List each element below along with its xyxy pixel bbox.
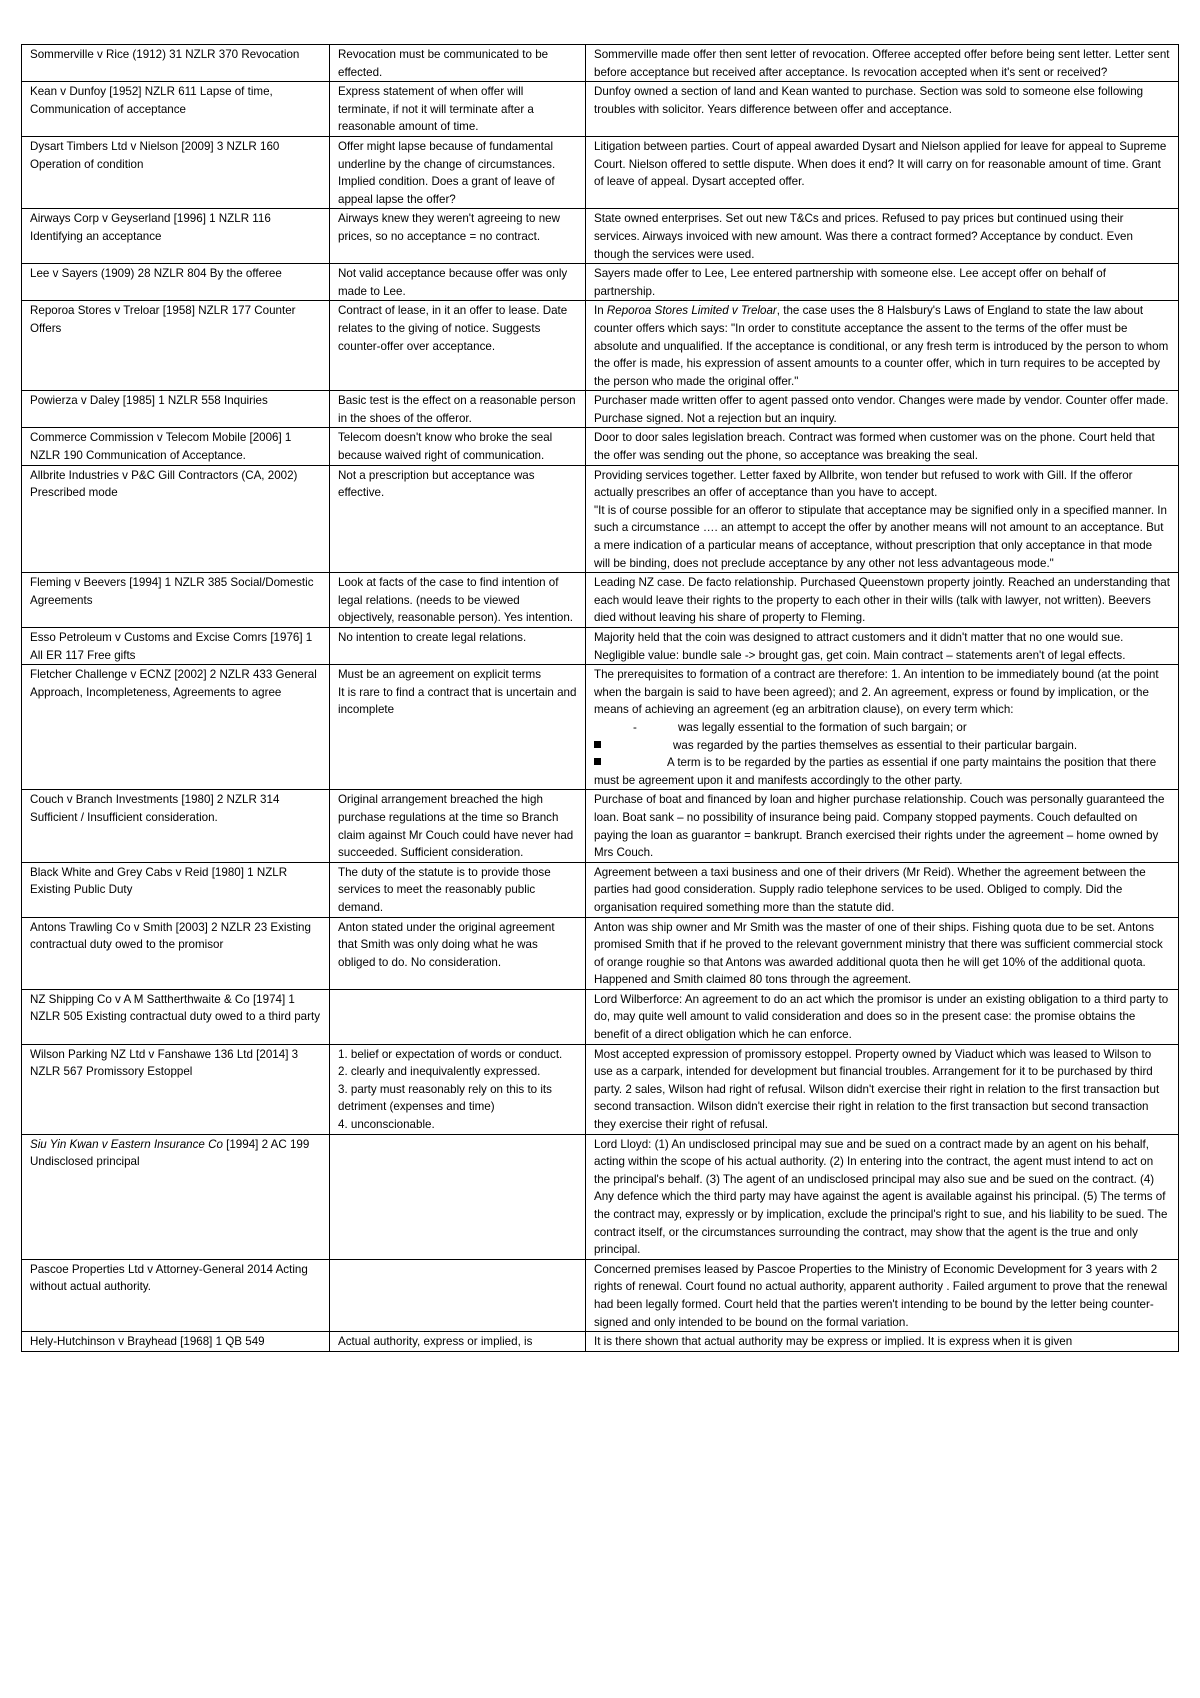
principle-text: Express statement of when offer will terminate, if not it will terminate after a reasonable amount of time. [338, 85, 534, 134]
case-cell [22, 465, 330, 573]
case-line: Fleming v Beevers [1994] 1 NZLR 385 Social/Domestic Agreements [30, 576, 314, 607]
case-cell [22, 790, 330, 862]
principle-cell [330, 862, 586, 917]
principle-text: Original arrangement breached the high purchase regulations at the time so Branch claim against Mr Couch could have never had succeeded. Sufficient consideration. [338, 793, 574, 860]
table-row [22, 1134, 1179, 1259]
facts-cell [586, 301, 1179, 391]
principle-text: Contract of lease, in it an offer to lease. Date relates to the giving of notice. Suggests counter-offer over acceptance. [338, 304, 568, 353]
principle-cell [330, 790, 586, 862]
list-item-text: A term is to be regarded by the parties as essential if one party maintains the position that there must be agreement upon it and manifests accordingly to the other party. [594, 756, 1157, 787]
case-line: Acting without actual authority. [30, 1262, 308, 1294]
case-cell [22, 573, 330, 628]
bullet-list-item [594, 737, 1170, 755]
principle-cell [330, 989, 586, 1044]
case-line: Black White and Grey Cabs v Reid [1980] 1 NZLR Existing Public Duty [30, 865, 288, 897]
facts-text: Dunfoy owned a section of land and Kean wanted to purchase. Section was sold to someone else following troubles with solicitor. Years difference between offer and acceptance. [594, 85, 1144, 116]
case-line: Allbrite Industries v P&C Gill Contractors (CA, 2002) Prescribed mode [30, 468, 298, 500]
principle-text: 4. unconscionable. [338, 1118, 435, 1132]
square-bullet-icon [594, 758, 601, 765]
principle-text: No intention to create legal relations. [338, 631, 527, 644]
case-line: Wilson Parking NZ Ltd v Fanshawe 136 Ltd [2014] 3 NZLR 567 Promissory Estoppel [30, 1047, 299, 1079]
case-cell [22, 917, 330, 989]
principle-text: Anton stated under the original agreement that Smith was only doing what he was obliged to do. No consideration. [338, 920, 555, 969]
dash-list-item [594, 719, 1170, 737]
case-line: Antons Trawling Co v Smith [2003] 2 NZLR 23 Existing contractual duty owed to the promisor [30, 920, 311, 952]
facts-cell [586, 264, 1179, 301]
table-row [22, 862, 1179, 917]
principle-cell [330, 1044, 586, 1134]
case-line: Revocation [241, 48, 300, 61]
facts-text: Litigation between parties. Court of appeal awarded Dysart and Nielson applied for leave for appeal to Supreme Court. Nielson offered to settle dispute. When does it end? It will carry on for reasonable amount of time. Grant of leave of appeal. Dysart accepted offer. [594, 139, 1167, 189]
facts-text: Providing services together. Letter faxed by Allbrite, won tender but refused to work with Gill. If the offeror actually prescribes an offer of acceptance than you have to accept. [594, 468, 1133, 500]
case-line: Reporoa Stores v Treloar [1958] NZLR 177 Counter Offers [30, 304, 296, 335]
case-line: Sommerville v Rice (1912) 31 NZLR 370 [30, 48, 239, 61]
table-row [22, 917, 1179, 989]
table-row [22, 82, 1179, 137]
facts-text: It is there shown that actual authority may be express or implied. It is express when it is given [594, 1335, 1073, 1349]
principle-cell [330, 628, 586, 665]
case-line: NZ Shipping Co v A M Sattherthwaite & Co [1974] 1 NZLR 505 Existing contractual duty owed to a third party [30, 992, 320, 1024]
principle-text: 3. party must reasonably rely on this to its detriment (expenses and time) [338, 1082, 552, 1114]
facts-cell [586, 573, 1179, 628]
principle-text: 2. clearly and inequivalently expressed. [338, 1065, 541, 1079]
facts-cell [586, 45, 1179, 82]
principle-text: Airways knew they weren't agreeing to new prices, so no acceptance = no contract. [338, 212, 560, 243]
principle-cell [330, 301, 586, 391]
table-row [22, 628, 1179, 665]
facts-text: Concerned premises leased by Pascoe Properties to the Ministry of Economic Development for 3 years with 2 rights of renewal. Court found no actual authority, apparent authority . Failed argument to prove that the renewal had been legally formed. Court held that the parties weren't intending to be bound by the letter being counter-signed and only intended to be bound on the formal variation. [594, 1262, 1168, 1329]
case-cell [22, 82, 330, 137]
case-name-italic: Siu Yin Kwan v Eastern Insurance Co [30, 1137, 223, 1151]
principle-cell [330, 1259, 586, 1331]
case-line: Lee v Sayers (1909) 28 NZLR 804 By the offeree [30, 267, 282, 281]
case-line: Hely-Hutchinson v Brayhead [1968] 1 QB 549 [30, 1335, 265, 1349]
table-row [22, 573, 1179, 628]
principle-cell [330, 1134, 586, 1259]
table-row [22, 665, 1179, 790]
case-line: Esso Petroleum v Customs and Excise Comrs [1976] 1 All ER 117 Free gifts [30, 631, 313, 662]
facts-cell [586, 665, 1179, 790]
principle-text: Basic test is the effect on a reasonable person in the shoes of the offeror. [338, 394, 576, 425]
facts-cell [586, 136, 1179, 208]
facts-text: Sommerville made offer then sent letter of revocation. Offeree accepted offer before being sent letter. Letter sent before acceptance but received after acceptance. Is revocation accepted when it's sent or received? [594, 48, 1170, 79]
case-cell [22, 665, 330, 790]
case-cell [22, 136, 330, 208]
principle-text: Telecom doesn't know who broke the seal because waived right of communication. [338, 431, 553, 463]
facts-text: Lord Lloyd: (1) An undisclosed principal may sue and be sued on a contract made by an agent on his behalf, acting within the scope of his actual authority. (2) In entering into the contract, the agent must intend to act on the principal's behalf. (3) The agent of an undisclosed principal may also sue and be sued on the contract. (4) Any defence which the third party may have against the agent is available against his principal. (5) The terms of the contract may, expressly or by implication, exclude the principal's right to sue, and his liability to be sued. The contract itself, or the circumstances surrounding the contract, may show that the agent is the true and only principal. [594, 1137, 1168, 1257]
case-cell [22, 45, 330, 82]
table-row [22, 790, 1179, 862]
case-line: Kean v Dunfoy [1952] NZLR 611 Lapse of time, Communication of acceptance [30, 85, 273, 116]
square-bullet-icon [594, 741, 601, 748]
case-table [21, 44, 1179, 1352]
facts-text: Lord Wilberforce: An agreement to do an act which the promisor is under an existing obligation to a third party to do, may quite well amount to valid consideration and does so in the present case: the promise obtains the benefit of a direct obligation which he can enforce. [594, 992, 1169, 1042]
facts-text: Majority held that the coin was designed to attract customers and it didn't matter that no one would sue. Negligible value: bundle sale -> brought gas, get coin. Main contract – statements aren't of legal effects. [594, 631, 1126, 662]
case-cell [22, 628, 330, 665]
dash-marker: - [633, 720, 637, 734]
facts-cell [586, 1134, 1179, 1259]
principle-text: The duty of the statute is to provide those services to meet the reasonably public demand. [338, 865, 551, 914]
principle-text: Offer might lapse because of fundamental underline by the change of circumstances. Implied condition. Does a grant of leave of appeal lapse the offer? [338, 139, 556, 206]
principle-cell [330, 264, 586, 301]
principle-cell [330, 391, 586, 428]
case-cell [22, 989, 330, 1044]
principle-text: Revocation must be communicated to be effected. [338, 48, 549, 79]
principle-cell [330, 209, 586, 264]
principle-text: Not a prescription but acceptance was effective. [338, 468, 535, 500]
table-row [22, 209, 1179, 264]
facts-cell [586, 862, 1179, 917]
list-item-text: was regarded by the parties themselves as essential to their particular bargain. [673, 738, 1078, 752]
case-line: Powierza v Daley [1985] 1 NZLR 558 Inquiries [30, 394, 268, 408]
case-line: Dysart Timbers Ltd v Nielson [2009] 3 NZLR 160 Operation of condition [30, 139, 280, 171]
bullet-list-item [594, 754, 1170, 789]
principle-cell [330, 1332, 586, 1352]
facts-cell [586, 628, 1179, 665]
case-cell [22, 428, 330, 465]
facts-cell [586, 391, 1179, 428]
table-row [22, 1332, 1179, 1352]
principle-cell [330, 82, 586, 137]
case-cell [22, 301, 330, 391]
table-row [22, 1259, 1179, 1331]
principle-text: Look at facts of the case to find intention of legal relations. (needs to be viewed objectively, reasonable person). Yes intention. [338, 576, 574, 625]
facts-text: State owned enterprises. Set out new T&Cs and prices. Refused to pay prices but continued using their services. Airways invoiced with new amount. Was there a contract formed? Acceptance by conduct. Even though the services were used. [594, 212, 1133, 261]
facts-cell [586, 790, 1179, 862]
case-cell [22, 1259, 330, 1331]
case-line: Airways Corp v Geyserland [1996] 1 NZLR 116 Identifying an acceptance [30, 212, 271, 243]
principle-text: Not valid acceptance because offer was only made to Lee. [338, 267, 568, 298]
facts-text-post: , the case uses the 8 Halsbury's Laws of England to state the law about counter offers which says: "In order to constitute acceptance the assent to the terms of the offer must be absolute and unqualified. If the acceptance is conditional, or any fresh term is introduced by the person to whom the offer is made, his expression of assent amounts to a counter offer, which in turn requires to be accepted by the person who made the original offer." [594, 304, 1169, 388]
case-cell [22, 862, 330, 917]
case-line: Fletcher Challenge v ECNZ [2002] 2 NZLR 433 General Approach, Incompleteness, Agreements to agree [30, 668, 317, 699]
principle-cell [330, 665, 586, 790]
facts-quote: "It is of course possible for an offeror to stipulate that acceptance may be signified only in a specified manner. In such a circumstance …. an attempt to accept the offer by another means will not amount to an acceptance. But a mere indication of a particular means of acceptance, without prescription that only acceptance in that mode will be binding, does not preclude acceptance by any other not less advantageous mode." [594, 503, 1167, 570]
facts-cell [586, 1332, 1179, 1352]
facts-text: Purchaser made written offer to agent passed onto vendor. Changes were made by vendor. Counter offer made. Purchase signed. Not a rejection but an inquiry. [594, 394, 1169, 425]
facts-cell [586, 989, 1179, 1044]
facts-text: Anton was ship owner and Mr Smith was the master of one of their ships. Fishing quota due to be set. Antons promised Smith that if he proved to the relevant government ministry that there was sufficient commercial stock of orange roughie so that Antons was awarded additional quota then he will get 10% of the additional quota. Happened and Smith claimed 80 tons through the agreement. [594, 920, 1163, 987]
principle-text: Must be an agreement on explicit terms [338, 668, 541, 682]
principle-cell [330, 917, 586, 989]
principle-cell [330, 465, 586, 573]
table-row [22, 1044, 1179, 1134]
facts-cell [586, 82, 1179, 137]
case-cell [22, 391, 330, 428]
table-row [22, 465, 1179, 573]
case-name-italic: Reporoa Stores Limited v Treloar [606, 304, 777, 318]
case-cell [22, 1044, 330, 1134]
facts-text-pre: In [594, 304, 607, 318]
table-row [22, 264, 1179, 301]
case-line: Commerce Commission v Telecom Mobile [2006] 1 NZLR 190 Communication of Acceptance. [30, 431, 292, 463]
facts-text: Door to door sales legislation breach. Contract was formed when customer was on the phone. Court held that the offer was sending out the phone, so acceptance was breaking the seal. [594, 431, 1155, 463]
facts-cell [586, 465, 1179, 573]
table-row [22, 301, 1179, 391]
facts-cell [586, 1044, 1179, 1134]
table-row [22, 989, 1179, 1044]
case-cell [22, 264, 330, 301]
facts-text: Leading NZ case. De facto relationship. Purchased Queenstown property jointly. Reached an understanding that each would leave their rights to the property to each other in their wills (talk with lawyer, not written). Beevers died without leaving his share of property to Fleming. [594, 576, 1170, 625]
table-row [22, 428, 1179, 465]
case-line: Pascoe Properties Ltd v Attorney-General 2014 [30, 1262, 273, 1276]
facts-cell [586, 917, 1179, 989]
case-citation: [1994] 2 AC 199 Undisclosed principal [30, 1137, 310, 1169]
facts-text: Purchase of boat and financed by loan and higher purchase relationship. Couch was personally guaranteed the loan. Boat sank – no possibility of insurance being paid. Company stopped payments. Couch defaulted on paying the loan as guarantor = bankrupt. Branch exercised their rights under the agreement – home owned by Mrs Couch. [594, 793, 1165, 860]
principle-cell [330, 573, 586, 628]
facts-text: Sayers made offer to Lee, Lee entered partnership with someone else. Lee accept offer on behalf of partnership. [594, 267, 1106, 298]
facts-text: Agreement between a taxi business and one of their drivers (Mr Reid). Whether the agreement between the parties had good consideration. Supply radio telephone services to be used. Obliged to comply. Did the organisation required something more than the statute did. [594, 865, 1146, 914]
table-row [22, 45, 1179, 82]
list-item-text: was legally essential to the formation of such bargain; or [678, 720, 967, 734]
facts-cell [586, 209, 1179, 264]
principle-cell [330, 136, 586, 208]
case-line: Couch v Branch Investments [1980] 2 NZLR 314 Sufficient / Insufficient consideration. [30, 793, 280, 824]
table-row [22, 136, 1179, 208]
principle-text: It is rare to find a contract that is uncertain and incomplete [338, 685, 577, 717]
principle-text: Actual authority, express or implied, is [338, 1335, 533, 1349]
facts-text: Most accepted expression of promissory estoppel. Property owned by Viaduct which was leased to Wilson to use as a carpark, intended for development but financial troubles. Arrangement for it to be purchased by third party. 2 sales, Wilson had right of refusal. Wilson didn't exercise their right in relation to the first transaction but second transaction. Wilson didn't exercise their right in relation to the first transaction but second transaction they exercise their right of refusal. [594, 1047, 1160, 1132]
case-cell [22, 1332, 330, 1352]
principle-cell [330, 428, 586, 465]
case-cell [22, 209, 330, 264]
case-cell [22, 1134, 330, 1259]
facts-text: The prerequisites to formation of a contract are therefore: 1. An intention to be immediately bound (at the point when the bargain is said to have been agreed); and 2. An agreement, express or found by implication, or the means of achieving an agreement (eg an arbitration clause), on every term which: [594, 668, 1159, 717]
facts-cell [586, 428, 1179, 465]
table-row [22, 391, 1179, 428]
principle-text: 1. belief or expectation of words or conduct. [338, 1047, 563, 1061]
facts-cell [586, 1259, 1179, 1331]
principle-cell [330, 45, 586, 82]
